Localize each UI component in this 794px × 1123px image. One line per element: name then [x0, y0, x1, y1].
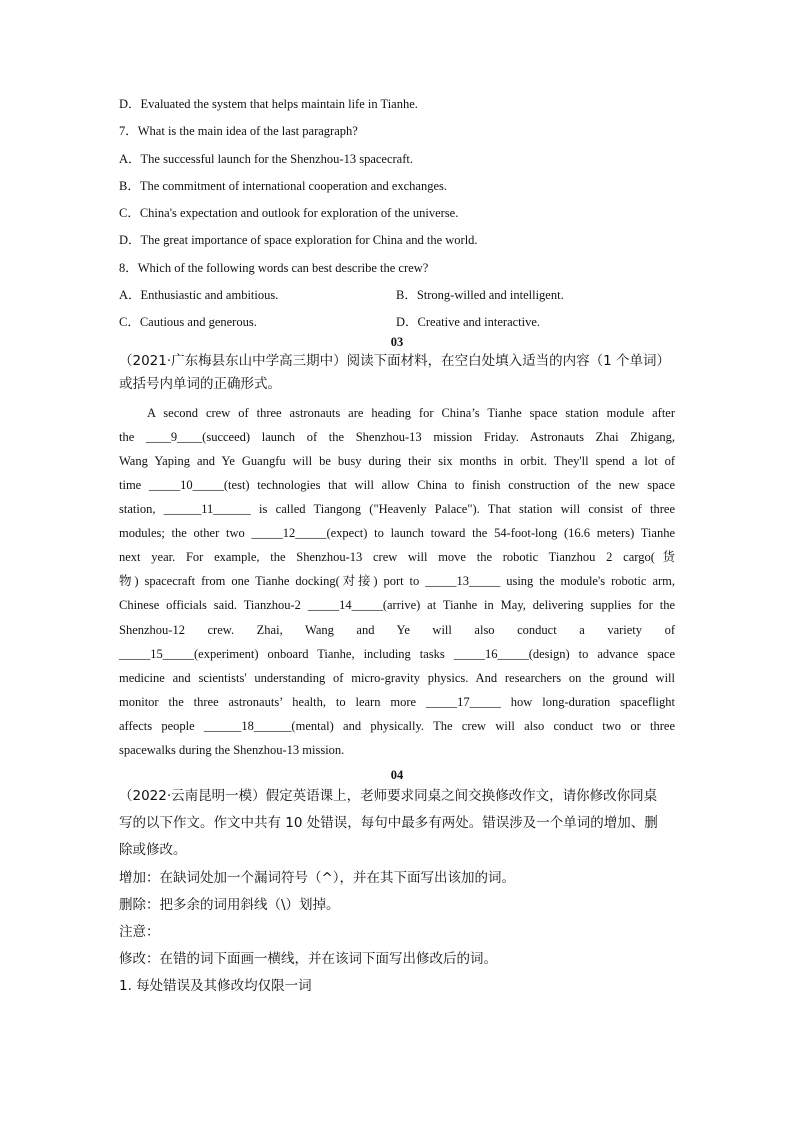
passage-line: _____15_____(experiment) onboard Tianhe, including tasks _____16_____(design) to advance space: [119, 646, 675, 661]
q7-option-d: D．The great importance of space exploration for China and the world.: [119, 233, 478, 248]
section-04-line: 增加：在缺词处加一个漏词符号（^），并在其下面写出该加的词。: [119, 869, 516, 886]
passage-line: affects people ______18______(mental) and physically. The crew will also conduct two or three: [119, 718, 675, 733]
section-03-instruction-line-2: 或括号内单词的正确形式。: [119, 376, 281, 393]
passage-line: spacewalks during the Shenzhou-13 mission.: [119, 742, 345, 757]
cloze-passage: [119, 401, 675, 762]
q7-option-c: C．China's expectation and outlook for exploration of the universe.: [119, 206, 459, 221]
section-03-number: 03: [390, 334, 404, 349]
q7-question: 7．What is the main idea of the last paragraph?: [119, 124, 358, 139]
section-04-number: 04: [390, 768, 404, 783]
passage-line: medicine and scientists' understanding of micro-gravity physics. And researchers on the ground will: [119, 670, 675, 685]
passage-line: Chinese officials said. Tianzhou-2 _____14_____(arrive) at Tianhe in May, delivering supplies for the: [119, 598, 675, 613]
q6-option-d: D．Evaluated the system that helps maintain life in Tianhe.: [119, 97, 418, 111]
section-04-line: 除或修改。: [119, 842, 187, 859]
section-03-instruction-line-1: （2021·广东梅县东山中学高三期中）阅读下面材料，在空白处填入适当的内容（1 个单词）: [119, 352, 671, 369]
passage-line: time _____10_____(test) technologies that will allow China to finish construction of the new space: [119, 477, 675, 492]
passage-line: modules; the other two _____12_____(expect) to launch toward the 54-foot-long (16.6 meters) Tianhe: [119, 526, 675, 541]
section-04-line: 1. 每处错误及其修改均仅限一词: [119, 978, 312, 995]
passage-line: next year. For example, the Shenzhou-13 crew will move the robotic Tianzhou 2 cargo(货: [119, 550, 675, 565]
section-04-line: 写的以下作文。作文中共有 10 处错误，每句中最多有两处。错误涉及一个单词的增加、删: [119, 815, 658, 832]
q8-question: 8．Which of the following words can best describe the crew?: [119, 260, 429, 275]
q8-option-d: D．Creative and interactive.: [396, 315, 541, 330]
q7-option-b: B．The commitment of international cooperation and exchanges.: [119, 178, 448, 193]
passage-line: Wang Yaping and Ye Guangfu will be busy during their six months in orbit. They'll spend a lot of: [119, 453, 675, 468]
section-04-instructions: [119, 783, 675, 1001]
section-04-line: （2022·云南昆明一模）假定英语课上，老师要求同桌之间交换修改作文，请你修改你同桌: [119, 788, 658, 805]
q8-options-row-1: [119, 286, 675, 313]
passage-line: A second crew of three astronauts are heading for China’s Tianhe space station module after: [147, 405, 675, 420]
q7-option-a: A．The successful launch for the Shenzhou-13 spacecraft.: [119, 151, 413, 166]
section-04-line: 删除：把多余的词用斜线（\）划掉。: [119, 896, 340, 913]
passage-line: Shenzhou-12 crew. Zhai, Wang and Ye will also conduct a variety of: [119, 622, 675, 637]
passage-line: 物) spacecraft from one Tianhe docking(对接) port to _____13_____ using the module's robotic arm,: [119, 574, 675, 589]
passage-line: the ____9____(succeed) launch of the Shenzhou-13 mission Friday. Astronauts Zhai Zhigang,: [119, 429, 675, 444]
section-04-line: 注意：: [119, 924, 160, 941]
section-04-line: 修改：在错的词下面画一横线，并在该词下面写出修改后的词。: [119, 951, 497, 968]
q8-option-a: A．Enthusiastic and ambitious.: [119, 288, 279, 303]
passage-line: monitor the three astronauts’ health, to learn more _____17_____ how long-duration spaceflight: [119, 694, 675, 709]
content: [119, 95, 675, 1001]
passage-line: station, ______11______ is called Tiangong ("Heavenly Palace"). That station will consist of three: [119, 502, 675, 517]
q8-option-c: C．Cautious and generous.: [119, 315, 257, 330]
q8-option-b: B．Strong-willed and intelligent.: [396, 288, 564, 303]
